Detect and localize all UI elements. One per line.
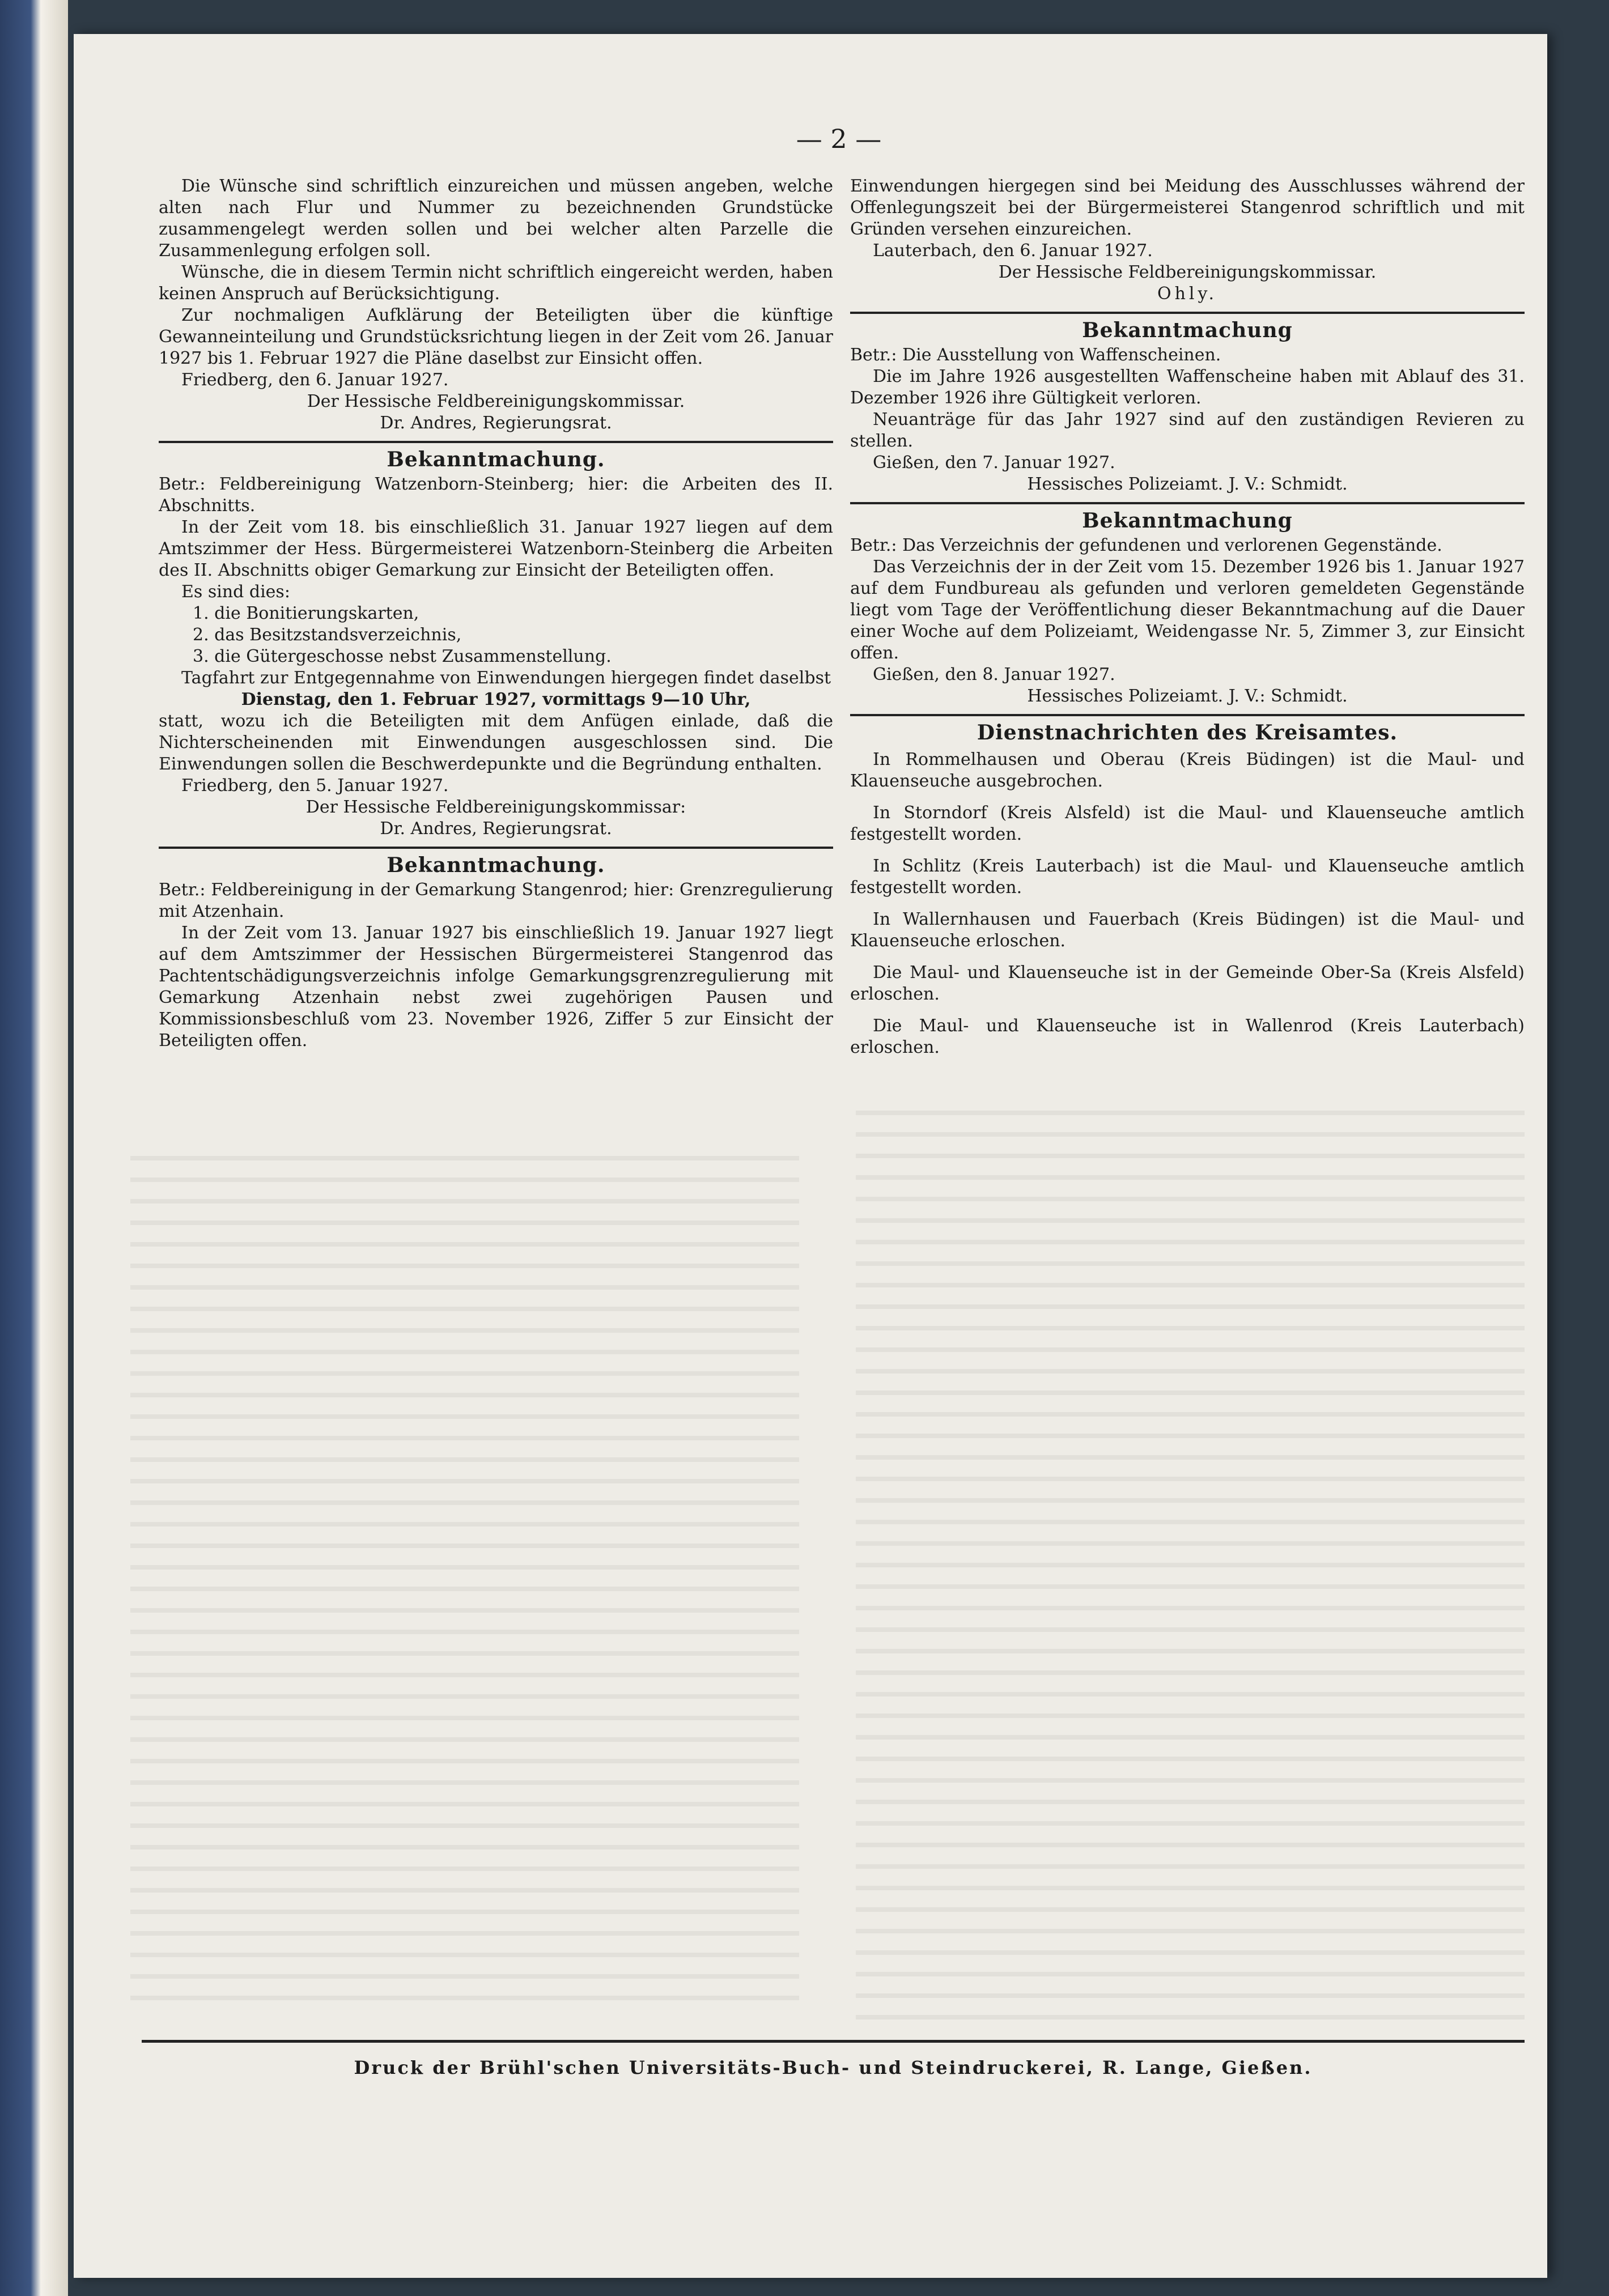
notice2-list-item: 2. das Besitzstandsverzeichnis, [193,625,462,645]
notice4-paragraph-2: Neuanträge für das Jahr 1927 sind auf den zuständigen Revieren zu stellen. [850,410,1525,451]
intro-paragraph-3: Zur nochmaligen Aufklärung der Beteiligten über die künftige Gewanneinteilung und Grundstücksrichtung liegen in der Zeit vom 26. Januar 1927 bis 1. Februar 1927 die Pläne daselbst zur Einsicht offen. [159,305,834,368]
notice5-paragraph-1: Das Verzeichnis der in der Zeit vom 15. Dezember 1926 bis 1. Januar 1927 auf dem Fundbureau als gefunden und verloren gemeldeten Gegenstände liegt vom Tage der Veröffentlichung dieser Bekanntmachung auf die Dauer einer Woche auf dem Polizeiamt, Weidengasse Nr. 5, Zimmer 3, zur Einsicht offen. [850,557,1525,663]
notice4-subject: Betr.: Die Ausstellung von Waffenscheinen. [850,345,1221,365]
notice5-heading: Bekanntmachung [1082,509,1293,533]
continued-date: Lauterbach, den 6. Januar 1927. [873,241,1153,261]
notice6-item: In Schlitz (Kreis Lauterbach) ist die Maul- und Klauenseuche amtlich festgestellt worden. [850,856,1525,898]
notice1-date: Friedberg, den 6. Januar 1927. [181,370,449,390]
notice4-signer: Hessisches Polizeiamt. J. V.: Schmidt. [1027,474,1348,494]
notice6-heading: Dienstnachrichten des Kreisamtes. [977,721,1398,745]
notice4-paragraph-1: Die im Jahre 1926 ausgestellten Waffenscheine haben mit Ablauf des 31. Dezember 1926 ihre Gültigkeit verloren. [850,367,1525,408]
intro-paragraph-2: Wünsche, die in diesem Termin nicht schriftlich eingereicht werden, haben keinen Anspruch auf Berücksichtigung. [159,262,833,304]
notice2-appointment: Dienstag, den 1. Februar 1927, vormittags 9—10 Uhr, [241,690,751,709]
separator-rule [850,502,1525,504]
notice2-heading: Bekanntmachung. [387,448,605,471]
printer-imprint: Druck der Brühl'schen Universitäts-Buch- und Steindruckerei, R. Lange, Gießen. [354,2057,1313,2078]
notice3-subject: Betr.: Feldbereinigung in der Gemarkung Stangenrod; hier: Grenzregulierung mit Atzenhain. [159,880,833,921]
notice2-signer: Der Hessische Feldbereinigungskommissar: [305,797,686,817]
notice2-signer-name: Dr. Andres, Regierungsrat. [380,819,612,839]
notice2-subject: Betr.: Feldbereinigung Watzenborn-Steinberg; hier: die Arbeiten des II. Abschnitts. [159,474,833,516]
page-number: — 2 — [796,124,882,154]
continued-signer: Der Hessische Feldbereinigungskommissar. [998,262,1377,282]
notice6-item: In Wallernhausen und Fauerbach (Kreis Büdingen) ist die Maul- und Klauenseuche erloschen. [850,909,1525,951]
notice6-item: Die Maul- und Klauenseuche ist in der Gemeinde Ober-Sa (Kreis Alsfeld) erloschen. [850,963,1525,1004]
notice2-paragraph-1: In der Zeit vom 18. bis einschließlich 31. Januar 1927 liegen auf dem Amtszimmer der Hess. Bürgermeisterei Watzenborn-Steinberg die Arbeiten des II. Abschnitts obiger Gemarkung zur Einsicht der Beteiligten offen. [159,517,833,580]
notice3-paragraph-1: In der Zeit vom 13. Januar 1927 bis einschließlich 19. Januar 1927 liegt auf dem Amtszimmer der Hessischen Bürgermeisterei Stangenrod das Pachtentschädigungsverzeichnis infolge Gemarkungsgrenzregulierung mit Gemarkung Atzenhain nebst zwei zugehörigen Pausen und Kommissionsbeschluß vom 23. November 1926, Ziffer 5 zur Einsicht der Beteiligten offen. [159,923,833,1051]
footer-rule [142,2040,1525,2043]
notice5-date: Gießen, den 8. Januar 1927. [873,665,1115,684]
notice6-item: In Rommelhausen und Oberau (Kreis Büdingen) ist die Maul- und Klauenseuche ausgebrochen. [850,750,1525,791]
notice5-signer: Hessisches Polizeiamt. J. V.: Schmidt. [1027,686,1348,706]
right-column [850,176,1525,1058]
notice2-paragraph-4: statt, wozu ich die Beteiligten mit dem Anfügen einlade, daß die Nichterscheinenden mit Einwendungen ausgeschlossen sind. Die Einwendungen sollen die Beschwerdepunkte und die Begründung enthalten. [159,711,833,774]
notice5-subject: Betr.: Das Verzeichnis der gefundenen und verlorenen Gegenstände. [850,535,1442,555]
continued-signer-name: Ohly. [1157,284,1217,304]
notice4-heading: Bekanntmachung [1082,318,1293,342]
notice3-heading: Bekanntmachung. [387,853,605,877]
notice2-list-item: 1. die Bonitierungskarten, [193,603,419,623]
book-spine-edge [0,0,68,2296]
bleed-through-left [130,1156,799,2006]
separator-rule [159,441,833,443]
notice1-signer-name: Dr. Andres, Regierungsrat. [380,413,612,433]
left-column [159,176,833,1052]
continued-paragraph: Einwendungen hiergegen sind bei Meidung des Ausschlusses während der Offenlegungszeit bei der Bürgermeisterei Stangenrod schriftlich und mit Gründen versehen einzureichen. [850,176,1525,239]
separator-rule [850,714,1525,716]
bleed-through-right [856,1111,1525,2029]
notice1-signer: Der Hessische Feldbereinigungskommissar. [307,392,685,411]
notice2-list-item: 3. die Gütergeschosse nebst Zusammenstellung. [193,647,612,666]
notice6-item: In Storndorf (Kreis Alsfeld) ist die Maul- und Klauenseuche amtlich festgestellt worden. [850,803,1525,844]
notice6-item: Die Maul- und Klauenseuche ist in Wallenrod (Kreis Lauterbach) erloschen. [850,1016,1525,1057]
notice2-paragraph-3: Tagfahrt zur Entgegennahme von Einwendungen hiergegen findet daselbst [181,668,831,688]
scan-background [1550,0,1609,2296]
separator-rule [850,312,1525,314]
notice4-date: Gießen, den 7. Januar 1927. [873,453,1115,473]
separator-rule [159,847,833,849]
intro-paragraph-1: Die Wünsche sind schriftlich einzureichen und müssen angeben, welche alten nach Flur und Nummer zu bezeichnenden Grundstücke zusammengelegt werden sollen und bei welcher alten Parzelle die Zusammenlegung erfolgen soll. [159,176,833,261]
notice2-paragraph-2: Es sind dies: [181,582,290,602]
notice2-date: Friedberg, den 5. Januar 1927. [181,776,449,796]
